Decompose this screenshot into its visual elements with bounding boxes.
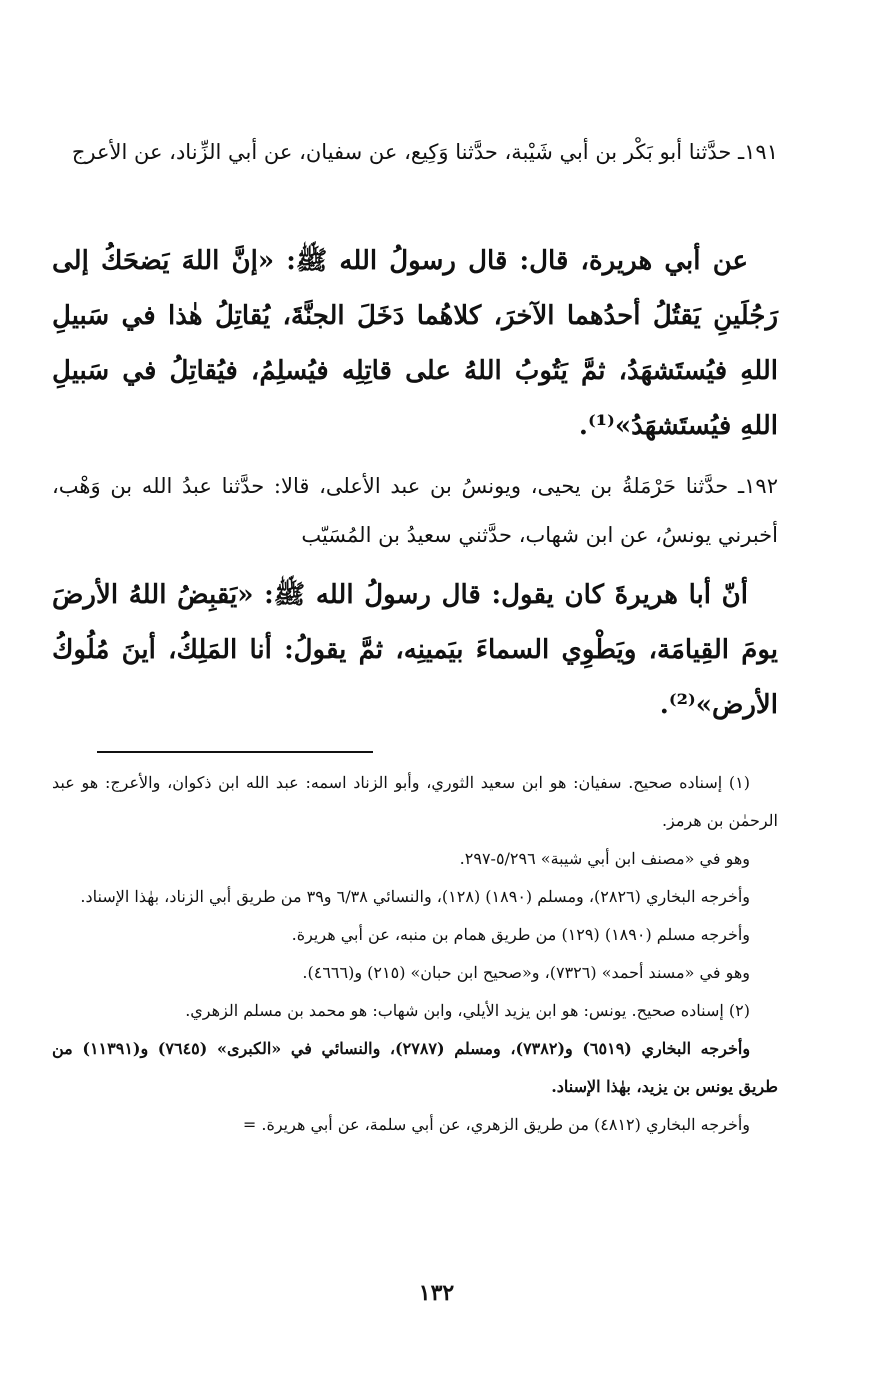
footnote-1: (١) إسناده صحيح. سفيان: هو ابن سعيد الثوري، وأبو الزناد اسمه: عبد الله ابن ذكوان، والأعرج: هو عبد الرحمٰن بن هرمز.	[52, 773, 778, 830]
hadith-192-isnad: ١٩٢ـ حدَّثنا حَرْمَلةُ بن يحيى، ويونسُ بن عبد الأعلى، قالا: حدَّثنا عبدُ الله بن وَهْب، أخبرني يونسُ، عن ابن شهاب، حدَّثني سعيدُ بن المُسَيّب	[52, 474, 778, 547]
footnote-divider	[97, 751, 373, 753]
footnote-1-takhrij: وأخرجه البخاري (٢٨٢٦)، ومسلم (١٨٩٠) (١٢٨)، والنسائي ٦/٣٨ و٣٩ من طريق أبي الزناد، بهٰذا الإسناد.	[80, 887, 750, 906]
footnote-1-takhrij-2: وأخرجه مسلم (١٨٩٠) (١٢٩) من طريق همام بن منبه، عن أبي هريرة.	[291, 925, 750, 944]
footnote-2-takhrij-2: وأخرجه البخاري (٤٨١٢) من طريق الزهري، عن أبي سلمة، عن أبي هريرة. =	[242, 1115, 750, 1134]
hadith-192-matn: أنّ أبا هريرةَ كان يقول: قال رسولُ الله ﷺ: «يَقبِضُ اللهُ الأرضَ يومَ القِيامَة، ويَطْوِي السماءَ بيَمينِه، ثمَّ يقولُ: أنا المَلِكُ، أينَ مُلُوكُ الأرض»⁽²⁾.	[52, 580, 778, 720]
footnote-2-takhrij: وأخرجه البخاري (٦٥١٩) و(٧٣٨٢)، ومسلم (٢٧٨٧)، والنسائي في «الكبرى» (٧٦٤٥) و(١١٣٩١) من طريق يونس بن يزيد، بهٰذا الإسناد.	[52, 1039, 778, 1096]
hadith-191-matn: عن أبي هريرة، قال: قال رسولُ الله ﷺ: «إنَّ اللهَ يَضحَكُ إلى رَجُلَينِ يَقتُلُ أحدُهما الآخرَ، كلاهُما دَخَلَ الجنَّةَ، يُقاتِلُ هٰذا في سَبيلِ اللهِ فيُستَشهَدُ، ثمَّ يَتُوبُ اللهُ على قاتِلِه فيُسلِمُ، فيُقاتِلُ في سَبيلِ اللهِ فيُستَشهَدُ»⁽¹⁾.	[52, 246, 778, 441]
footnote-2: (٢) إسناده صحيح. يونس: هو ابن يزيد الأيلي، وابن شهاب: هو محمد بن مسلم الزهري.	[185, 1001, 750, 1020]
page-number: ١٣٢	[418, 1280, 455, 1306]
footnotes	[52, 764, 778, 1144]
hadith-191-isnad: ١٩١ـ حدَّثنا أبو بَكْر بن أبي شَيْبة، حدَّثنا وَكِيع، عن سفيان، عن أبي الزِّناد، عن الأعرج	[71, 140, 778, 164]
footnote-1-refs: وهو في «مسند أحمد» (٧٣٢٦)، و«صحيح ابن حبان» (٢١٥) و(٤٦٦٦).	[302, 963, 750, 982]
footnote-1-source: وهو في «مصنف ابن أبي شيبة» ٥/٢٩٦-٢٩٧.	[459, 849, 750, 868]
